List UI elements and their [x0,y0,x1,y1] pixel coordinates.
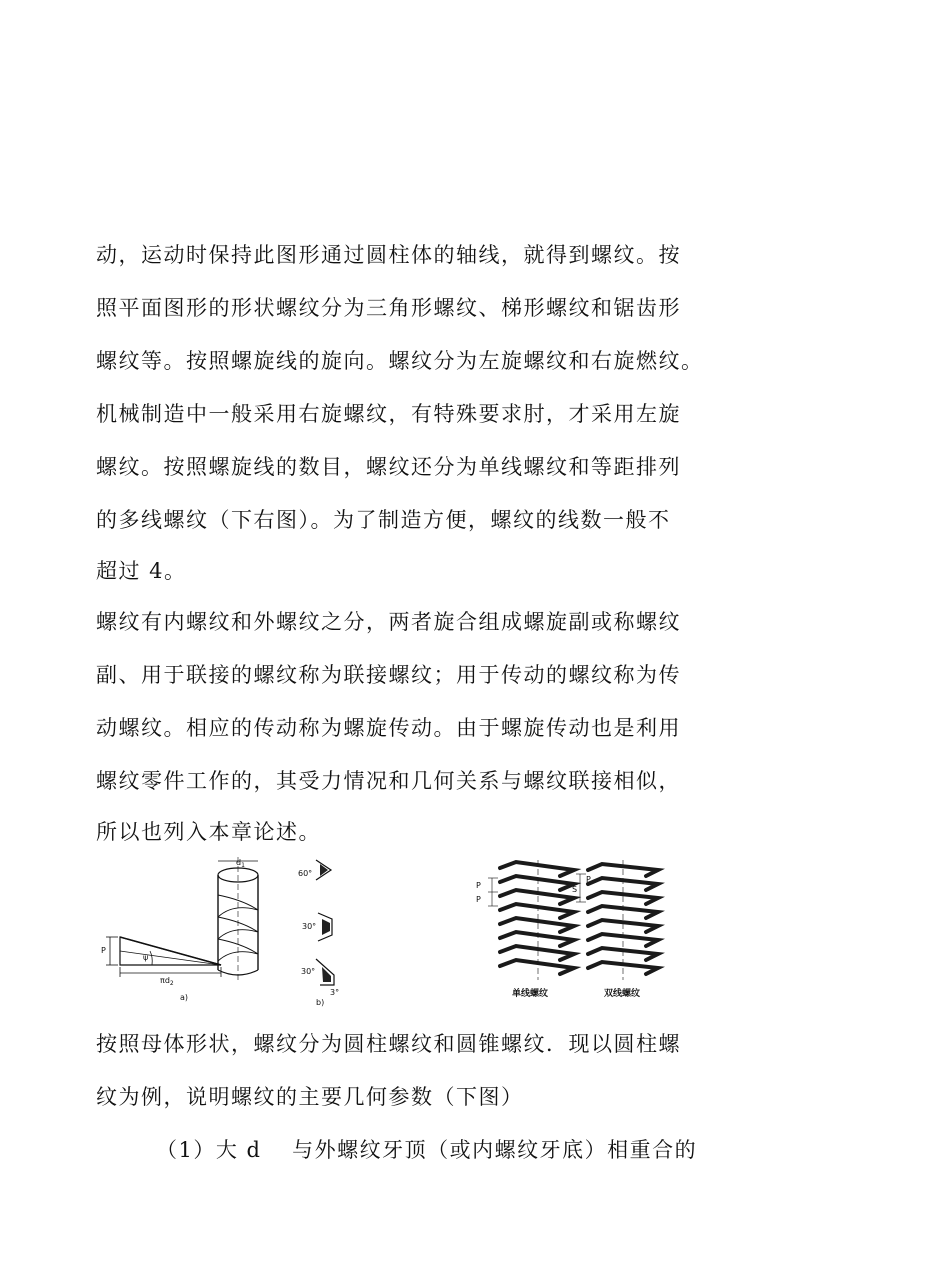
single-thread-screw [476,860,574,980]
single-double-thread-figure [468,858,688,1003]
text-line: 螺纹零件工作的，其受力情况和几何关系与螺纹联接相似， [96,769,681,793]
label-psi: ψ [143,953,149,962]
text-line: 按照母体形状，螺纹分为圆柱螺纹和圆锥螺纹．现以圆柱螺 [96,1032,681,1056]
label-s: S [572,885,578,894]
label-p: P [101,946,106,955]
helix-thread-figure [98,855,348,1010]
single-thread-label: 单线螺纹 [512,989,549,999]
text-line: 螺纹等。按照螺旋线的旋向。螺纹分为左旋螺纹和右旋燃纹。 [96,349,704,373]
angle-30b: 30° [301,967,316,976]
label-pid: $\pi d_2$ [160,976,174,987]
double-thread-label: 双线螺纹 [604,989,641,999]
text-line: 照平面图形的形状螺纹分为三角形螺纹、梯形螺纹和锯齿形 [96,296,681,320]
double-thread-screw [572,860,658,980]
label-p2: P [476,895,481,904]
text-line: 的多线螺纹（下右图）。为了制造方便，螺纹的线数一般不 [96,508,671,532]
angle-60: 60° [298,869,313,878]
text-line: 副、用于联接的螺纹称为联接螺纹；用于传动的螺纹称为传 [96,663,681,687]
text-line: 机械制造中一般采用右旋螺纹，有特殊要求肘，才采用左旋 [96,402,681,426]
text-line: 所以也列入本章论述。 [96,820,321,844]
text-line: 动螺纹。相应的传动称为螺旋传动。由于螺旋传动也是利用 [96,716,681,740]
label-b: b) [316,998,325,1007]
text-line: 螺纹有内螺纹和外螺纹之分，两者旋合组成螺旋副或称螺纹 [96,610,681,634]
text-line: 纹为例，说明螺纹的主要几何参数（下图） [96,1085,524,1109]
angle-3: 3° [330,988,340,997]
angle-30a: 30° [302,922,317,931]
text-line: 螺纹。按照螺旋线的数目，螺纹还分为单线螺纹和等距排列 [96,455,681,479]
label-p1: P [476,881,481,890]
label-p3: P [586,875,591,884]
label-a: a) [180,993,189,1002]
text-line: 动，运动时保持此图形通过圆柱体的轴线，就得到螺纹。按 [96,243,681,267]
text-line: 超过 4。 [96,559,187,583]
label-d: $d_1$ [236,858,245,869]
text-line: （1）大 d 与外螺纹牙顶（或内螺纹牙底）相重合的 [156,1138,698,1162]
